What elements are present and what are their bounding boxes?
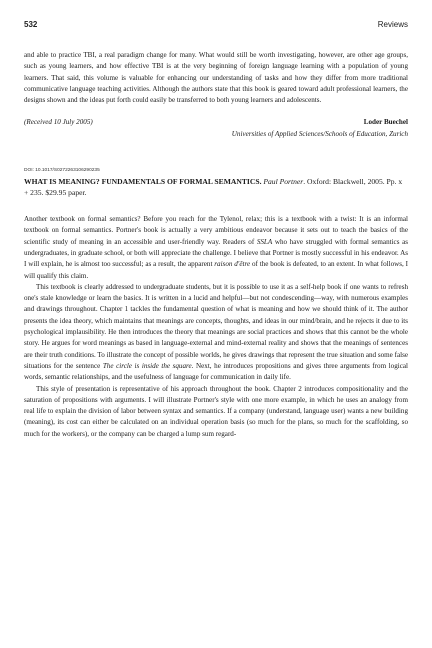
review-book-citation <box>24 176 408 198</box>
publisher-info: . Oxford: Blackwell, 2005. Pp. x + 235. $29.95 paper. <box>24 177 403 198</box>
review-paragraph-1: Another textbook on formal semantics? Before you reach for the Tylenol, relax; this is a textbook with a twist: It is an informal textbook on formal semantics. Portner's book is actually a very ambitious endeavor because it sets out to teach the basics of the scientific study of meaning in an accessible and user-friendly way. Readers of SSLA who have struggled with formal semantics as undergraduates, in graduate school, or both will appreciate the challenge. I believe that Portner is mostly successful in his endeavor. As I will explain, he is almost too successful; as a result, the apparent raison d'être of the book is defeated, to an extent. In what follows, I will qualify this claim. <box>24 215 409 280</box>
reviewer-name: Loder Buechel <box>363 118 408 127</box>
doi-line: DOI: 10.1017/S0272263106290235 <box>24 168 100 174</box>
reviewer-affiliation: Universities of Applied Sciences/Schools of Education, Zurich <box>231 129 408 138</box>
running-header <box>24 20 408 29</box>
page-number: 532 <box>24 20 38 29</box>
review-text <box>24 214 408 440</box>
section-name: Reviews <box>377 20 408 29</box>
book-title: WHAT IS MEANING? FUNDAMENTALS OF FORMAL SEMANTICS. <box>24 177 262 187</box>
example-sentence: The circle is inside the square <box>102 361 192 370</box>
review-paragraph-2: This textbook is clearly addressed to undergraduate students, but it is possible to use it as a self-help book if one wants to refresh one's stale knowledge or learn the basics. It is written in a lucid and helpful—but not condescending—way, with numerous examples and drawings throughout. Chapter 1 tackles the fundamental question of what is meaning and how we should think of it. The author presents the idea theory, which maintains that meanings are concepts, thoughts, and ideas in our mind/brain, and he rejects it due to its psychological implausibility. He then introduces the theory that meanings are social practices and shows that this cannot be the whole story. He argues for word meanings as based in language-external and mind-external reality and shows that the meanings of sentences are their truth conditions. To illustrate the concept of possible worlds, he gives drawings that represent the true situation and some false situations for the sentence The circle is inside the square. Next, he introduces propositions and gives three arguments from logical words, semantic relationships, and the usefulness of language for communication in daily life. <box>24 282 408 382</box>
prev-review-paragraph: and able to practice TBI, a real paradigm change for many. What would still be worth investigating, however, are other age groups, such as young learners, and how effective TBI is at the very beginning of foreign language learning with a population of young learners. That said, this volume is valuable for enhancing our understanding of tasks and how they differ from more traditional communicative language teaching activities. Although the authors state that this book is geared toward adult professional learners, the designs shown and the ideas put forth could easily be transferred to both young learners and adolescents. <box>24 51 408 105</box>
journal-name: SSLA <box>256 237 273 246</box>
book-author: Paul Portner <box>263 177 304 187</box>
italic-phrase: raison d'être <box>214 260 251 269</box>
received-date: (Received 10 July 2005) <box>24 118 93 127</box>
reviewer-signature <box>24 117 408 140</box>
review-paragraph-3: This style of presentation is representative of his approach throughout the book. Chapter 2 introduces compositionality and the saturation of propositions with arguments. I will illustrate Portner's style with one more example, in which he uses an analogy from real life to explain the division of labor between syntax and semantics. If a company (understand, language user) wants a new building (meaning), its cost can either be calculated on an individual operation basis (so much for the plans, so much for the scaffolding, so much for the workers), or the company can be charged a lump sum regard- <box>24 384 408 438</box>
page-body <box>24 50 408 440</box>
